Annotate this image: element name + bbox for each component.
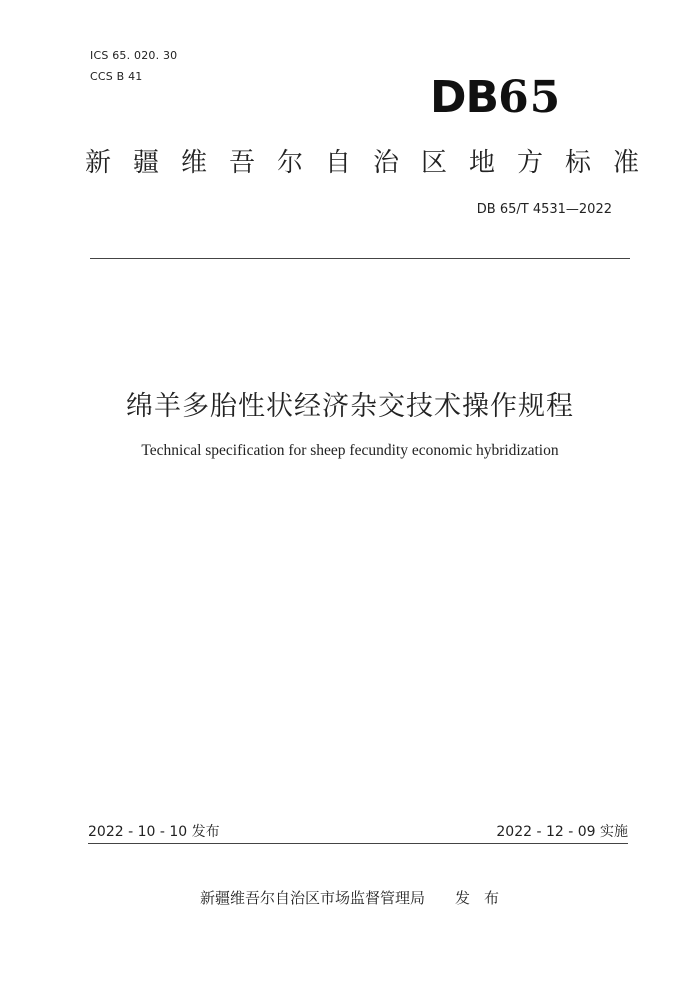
implementation-date: 2022 - 12 - 09 实施 <box>496 824 628 840</box>
standard-code: DB 65/T 4531—2022 <box>476 202 612 217</box>
ccs-code: CCS B 41 <box>90 70 143 83</box>
bottom-divider <box>88 843 628 844</box>
db65-logo <box>430 72 561 123</box>
release-date: 2022 - 10 - 10 发布 <box>88 824 220 840</box>
issuing-authority <box>200 887 513 908</box>
top-divider <box>90 258 630 259</box>
logo-db-text: DB <box>430 72 499 123</box>
publish-label: 发布 <box>455 889 514 907</box>
standard-type-heading: 新疆维吾尔自治区地方标准 <box>85 148 662 178</box>
issuer-name: 新疆维吾尔自治区市场监督管理局 <box>200 889 426 907</box>
document-title-chinese: 绵羊多胎性状经济杂交技术操作规程 <box>126 391 574 422</box>
logo-number-text: 65 <box>498 72 562 123</box>
ics-code: ICS 65. 020. 30 <box>90 49 178 62</box>
document-title-english: Technical specification for sheep fecundity economic hybridization <box>141 442 559 459</box>
